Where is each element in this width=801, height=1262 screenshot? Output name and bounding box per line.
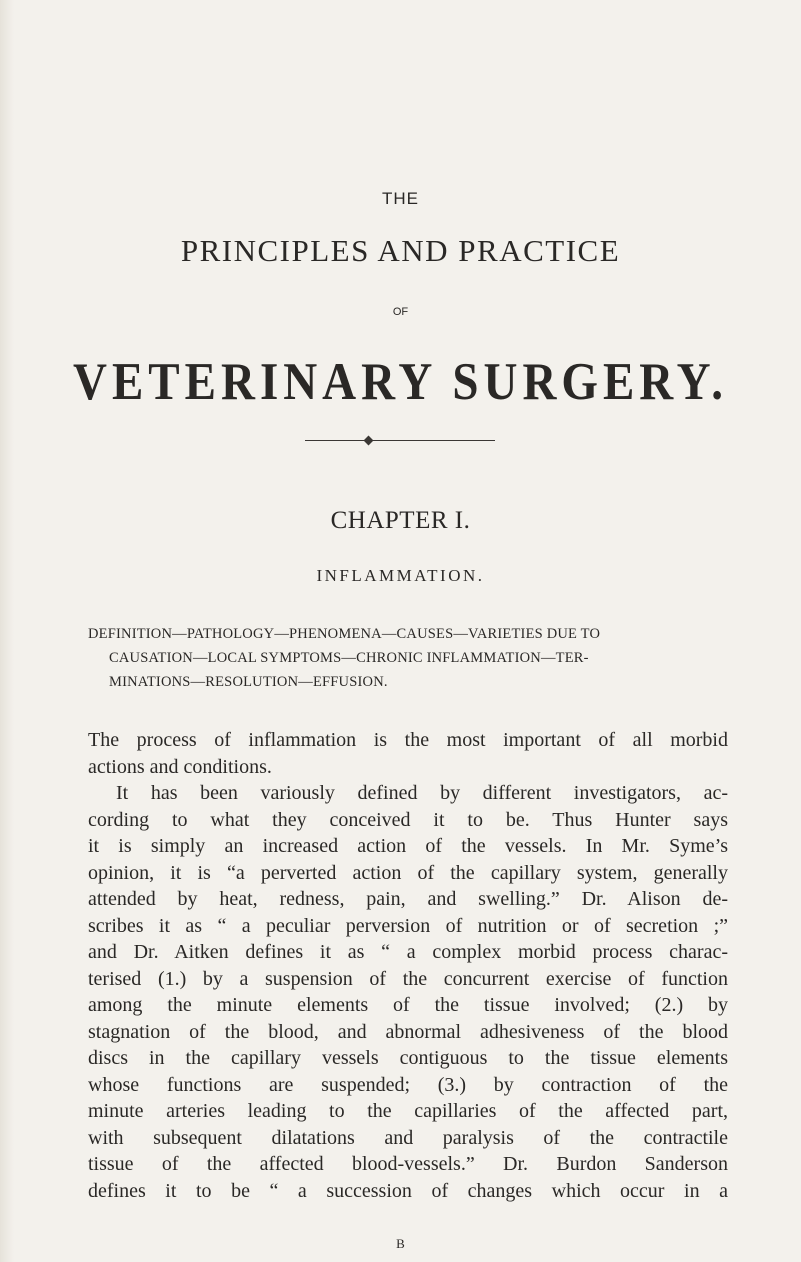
body-line: tissue of the affected blood-vessels.” Dr. Burdon Sanderson — [88, 1153, 728, 1175]
body-line: discs in the capillary vessels contiguous to the tissue elements — [88, 1047, 728, 1069]
title-prefix: THE — [382, 189, 419, 208]
synopsis-line: DEFINITION—PATHOLOGY—PHENOMENA—CAUSES—VARIETIES DUE TO — [88, 626, 601, 642]
body-line: The process of inflammation is the most important of all morbid — [88, 729, 728, 751]
diamond-ornament-icon — [364, 436, 374, 446]
synopsis-line: CAUSATION—LOCAL SYMPTOMS—CHRONIC INFLAMMATION—TER- — [109, 650, 589, 666]
subject-title: VETERINARY SURGERY. — [73, 353, 728, 412]
body-line: defines it to be “ a succession of changes which occur in a — [88, 1179, 728, 1202]
body-line: with subsequent dilatations and paralysis of the contractile — [88, 1126, 728, 1149]
body-text — [88, 727, 728, 1204]
body-line: among the minute elements of the tissue involved; (2.) by — [88, 994, 728, 1016]
body-line: terised (1.) by a suspension of the concurrent exercise of function — [88, 967, 728, 990]
body-line: opinion, it is “a perverted action of the capillary system, generally — [88, 861, 728, 884]
printer-signature-mark: B — [396, 1236, 405, 1251]
section-heading: INFLAMMATION. — [316, 566, 485, 585]
body-line: cording to what they conceived it to be. Thus Hunter says — [88, 808, 728, 831]
body-line: actions and conditions. — [88, 755, 272, 778]
body-line: It has been variously defined by different investigators, ac- — [116, 782, 728, 804]
body-line: scribes it as “ a peculiar perversion of nutrition or of secretion ;” — [88, 914, 728, 937]
body-line: minute arteries leading to the capillaries of the affected part, — [88, 1100, 728, 1122]
ornamental-rule — [305, 435, 495, 447]
rule-line — [305, 440, 495, 441]
chapter-heading: CHAPTER I. — [330, 507, 471, 534]
synopsis-line: MINATIONS—RESOLUTION—EFFUSION. — [109, 674, 388, 690]
body-line: whose functions are suspended; (3.) by contraction of the — [88, 1073, 728, 1096]
body-line: it is simply an increased action of the vessels. In Mr. Syme’s — [88, 835, 728, 857]
main-title: PRINCIPLES AND PRACTICE — [180, 233, 621, 268]
body-line: stagnation of the blood, and abnormal adhesiveness of the blood — [88, 1020, 728, 1043]
body-line: attended by heat, redness, pain, and swelling.” Dr. Alison de- — [88, 888, 728, 910]
title-connector: OF — [392, 306, 409, 318]
body-line: and Dr. Aitken defines it as “ a complex morbid process charac- — [88, 941, 728, 963]
chapter-synopsis — [88, 622, 708, 694]
